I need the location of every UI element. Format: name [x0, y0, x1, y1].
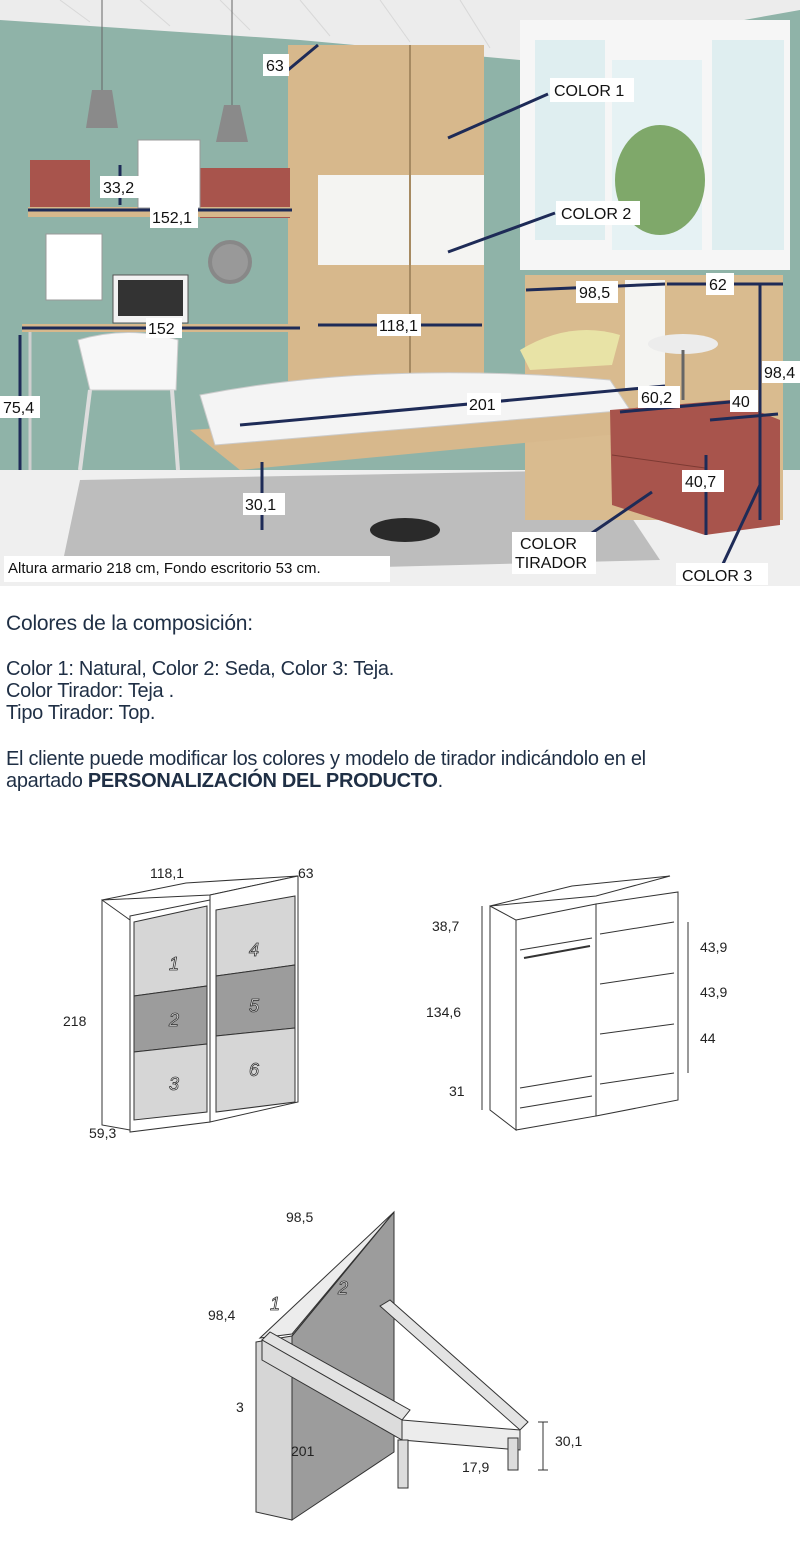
panel-number-5: 5 [249, 996, 260, 1016]
panel-number-6: 6 [249, 1060, 260, 1080]
bed-drawing [256, 1212, 548, 1520]
dim-shelf-height: 33,2 [103, 180, 135, 197]
wardrobe-exterior-drawing [102, 876, 298, 1132]
dim-desk-height: 75,4 [3, 400, 35, 417]
dim-bed-length: 201 [469, 397, 496, 414]
description [6, 612, 786, 792]
photo-caption: Altura armario 218 cm, Fondo escritorio 53 cm. [4, 556, 390, 582]
door-panel-4 [216, 896, 295, 976]
wardrobe-inner-depth-dim: 59,3 [89, 1125, 117, 1141]
bed-length-dim: 201 [291, 1443, 315, 1459]
interior-shelf1-dim: 43,9 [700, 939, 728, 955]
chair [78, 333, 178, 391]
label-color1: COLOR 1 [554, 83, 625, 100]
bed-headboard-width-dim: 98,5 [286, 1209, 314, 1225]
customization-section: PERSONALIZACIÓN DEL PRODUCTO [87, 770, 438, 792]
customization-line: El cliente puede modificar los colores y modelo de tirador indicándolo en el [6, 748, 646, 770]
label-color-tirador-2: TIRADOR [515, 555, 587, 572]
bed-leg-height-dim: 30,1 [555, 1433, 583, 1449]
dim-nightstand-depth: 40 [732, 394, 750, 411]
colors-line: Color 1: Natural, Color 2: Seda, Color 3: Teja. [6, 658, 394, 680]
bed-panel-number-1: 1 [270, 1294, 281, 1314]
dim-nightstand-top: 60,2 [641, 390, 673, 407]
interior-bottom-dim: 31 [449, 1083, 465, 1099]
room-photo [0, 0, 800, 586]
bed-leg-width-dim: 17,9 [462, 1459, 490, 1475]
label-color-tirador-1: COLOR [520, 536, 577, 553]
handle-type-line: Tipo Tirador: Top. [6, 702, 156, 724]
panel-number-3: 3 [169, 1074, 180, 1094]
wardrobe-interior-drawing [490, 876, 678, 1130]
handle-color-line: Color Tirador: Teja . [6, 680, 174, 702]
panel-number-2: 2 [169, 1010, 180, 1030]
dim-headboard-height: 98,4 [764, 365, 796, 382]
panel-number-4: 4 [249, 940, 260, 960]
dim-desk-width: 152 [148, 321, 175, 338]
interior-middle-dim: 134,6 [426, 1004, 462, 1020]
dim-headboard-left: 98,5 [579, 285, 611, 302]
dim-nightstand-height: 40,7 [685, 474, 717, 491]
door-panel-1 [134, 906, 207, 996]
interior-shelf2-dim: 43,9 [700, 984, 728, 1000]
label-color2: COLOR 2 [561, 206, 632, 223]
wardrobe-depth-dim: 63 [298, 865, 314, 881]
dim-bed-leg: 30,1 [245, 497, 277, 514]
dim-shelf-width: 152,1 [152, 210, 193, 227]
dim-wardrobe-width: 118,1 [379, 318, 418, 335]
bed-headboard-height-dim: 98,4 [208, 1307, 236, 1323]
technical-drawings [0, 840, 800, 1559]
dim-wardrobe-depth: 63 [266, 58, 284, 75]
wardrobe-height-dim: 218 [63, 1013, 87, 1029]
dim-headboard-right: 62 [709, 277, 727, 294]
bed-thickness-dim: 3 [236, 1399, 244, 1415]
bed-panel-number-2: 2 [338, 1278, 349, 1298]
label-color3: COLOR 3 [682, 568, 753, 585]
customization-suffix: . [437, 770, 443, 792]
customization-line-2 [6, 770, 786, 792]
customization-prefix: apartado [6, 770, 88, 792]
interior-top-dim: 38,7 [432, 918, 460, 934]
interior-shelf3-dim: 44 [700, 1030, 716, 1046]
wardrobe-width-dim: 118,1 [150, 865, 184, 881]
panel-number-1: 1 [169, 954, 180, 974]
colors-heading: Colores de la composición: [6, 612, 253, 635]
